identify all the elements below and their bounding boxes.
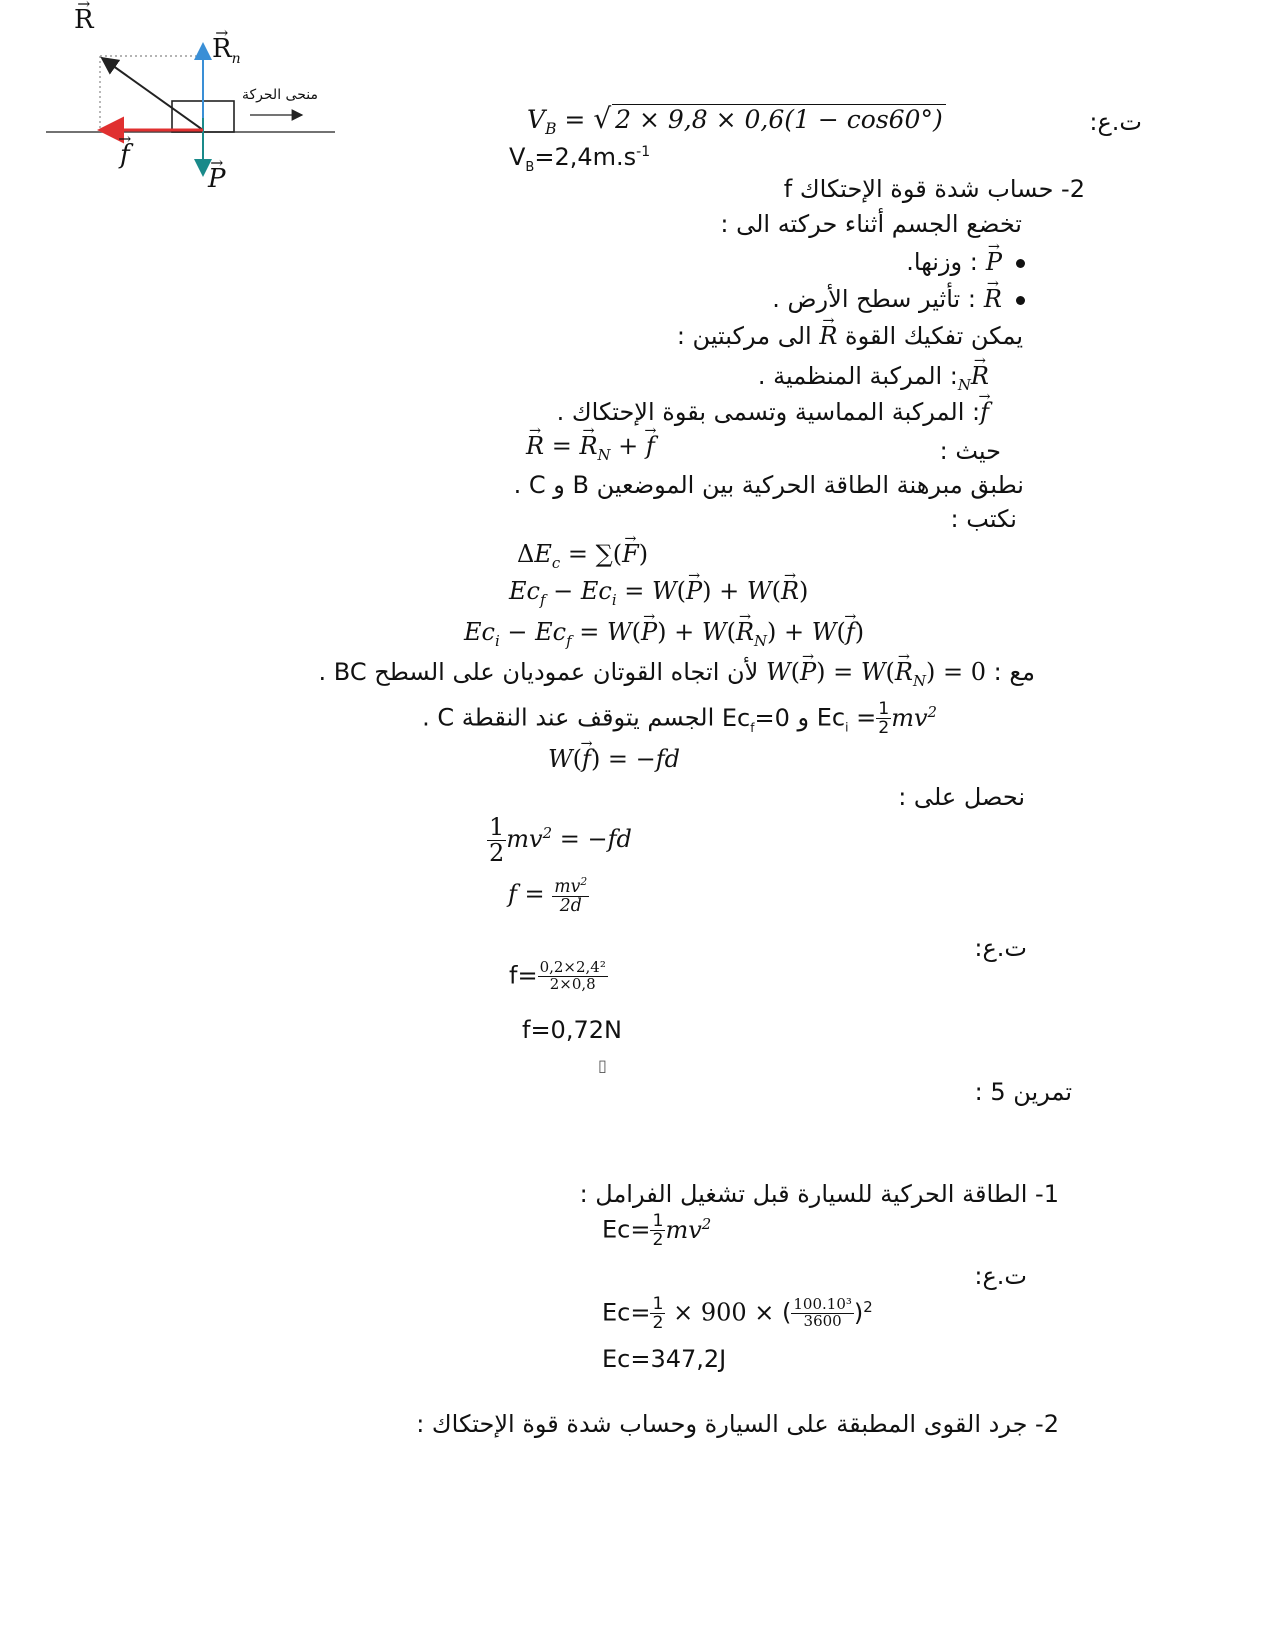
label-Rn: $R \to_n$ xyxy=(212,34,241,67)
eq-half: $\frac{1}{2}$ $mv^2 = -fd$ xyxy=(489,813,632,868)
vector-R-arrow xyxy=(102,58,203,130)
bullet xyxy=(1016,259,1025,268)
te-label-ec: ت.ع: xyxy=(974,1262,1027,1290)
with-line: مع : W(P →) = $W(R \to_N) = 0$ لأن اتجاه القوتان عموديان على السطح BC . xyxy=(319,658,1035,690)
where-label: حيث : xyxy=(939,437,1001,465)
ex5-q1: 1- الطاقة الحركية للسيارة قبل تشغيل الفرامل : xyxy=(579,1180,1059,1208)
comp-f-line: f →: المركبة المماسية وتسمى بقوة الإحتكاك . xyxy=(557,398,989,426)
f-numeric: f= $\frac{\text{0,2×2,4²}}{2\times 0,8}$ xyxy=(509,958,606,993)
vb-formula: $V_B$ = √ 2 × 9,8 × 0,6(1 − cos60°) xyxy=(527,102,946,138)
vb-result: $V_B=2,4m.s^{-1}$ xyxy=(509,143,651,175)
theorem-line: نطبق مبرهنة الطاقة الحركية بين الموضعين B و C . xyxy=(513,471,1024,499)
label-f: f → xyxy=(120,140,130,170)
te-label-vb: ت.ع: xyxy=(1089,108,1142,136)
label-R: R → xyxy=(74,5,94,35)
q2-intro: تخضع الجسم أثناء حركته الى : xyxy=(720,210,1022,238)
work-f: W(f →) = −fd xyxy=(548,745,680,773)
force-r-item: R →: تأثير سطح الأرض . xyxy=(772,285,1025,313)
eq2: $Ec_f - Ec_i = W(P$ →) + W(R →) xyxy=(509,577,808,609)
vec-R: R → xyxy=(819,322,837,350)
q2-heading: 2- حساب شدة قوة الإحتكاك f xyxy=(783,175,1085,203)
f-formula: f = $\frac{mv^2}{2d}$ xyxy=(508,875,588,916)
eci-line: $Ec_i$ = $\frac{1}{2}$ $mv^2$ و $Ec_f=0$ الجسم يتوقف عند النقطة C . xyxy=(422,699,937,739)
comp-rn-line: $R \to_N$: المركبة المنظمية . xyxy=(758,362,989,394)
force-diagram xyxy=(40,0,340,200)
force-p-item: P →: وزنها. xyxy=(906,248,1025,276)
where-eq: R → = $R \to_N + f$ → xyxy=(526,432,655,464)
write-label: نكتب : xyxy=(950,505,1017,533)
label-motion: منحى الحركة xyxy=(242,87,318,103)
vec-R: R → xyxy=(984,285,1002,313)
eq3: $Ec_i - Ec_f = W(P$ →) + $W(R \to_N) + W(f$ →) xyxy=(464,618,864,650)
box-glyph: ▯ xyxy=(598,1056,607,1075)
bullet xyxy=(1016,296,1025,305)
obtain-label: نحصل على : xyxy=(898,783,1025,811)
eq1: $\Delta E_c = \sum(F$ →) xyxy=(517,540,648,572)
exercise5-title: تمرين 5 : xyxy=(974,1078,1072,1106)
decompose-line: يمكن تفكيك القوة R → الى مركبتين : xyxy=(677,322,1023,350)
ec-numeric: Ec= $\frac{1}{2}$ × 900 × ( $\frac{\text{100.10³}}{3600}$ )$^2$ xyxy=(602,1294,873,1334)
ec-formula: Ec= $\frac{1}{2}$ $mv^2$ xyxy=(602,1211,712,1251)
vec-P: P → xyxy=(986,248,1002,276)
f-result: f=0,72N xyxy=(522,1016,622,1044)
label-P: P → xyxy=(208,164,226,194)
te-label-f: ت.ع: xyxy=(974,934,1027,962)
ec-result: Ec=347,2J xyxy=(602,1345,727,1373)
ex5-q2: 2- جرد القوى المطبقة على السيارة وحساب شدة قوة الإحتكاك : xyxy=(416,1410,1059,1438)
